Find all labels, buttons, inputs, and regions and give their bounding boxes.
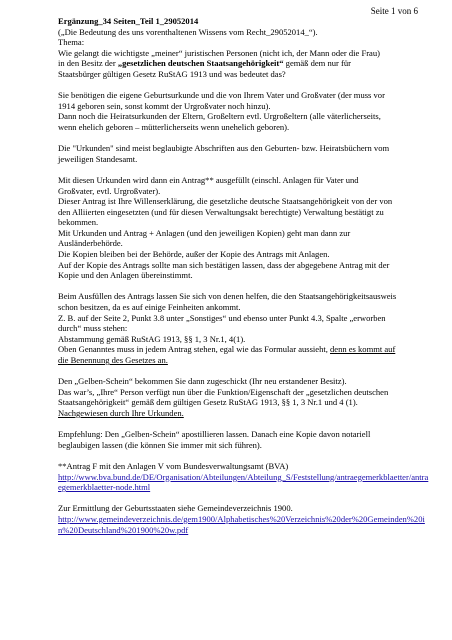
- text-line: Kopie und den Anlagen übereinstimmt.: [58, 270, 193, 281]
- text-line: Mit Urkunden und Antrag + Anlagen (und den jeweiligen Kopien) geht man dann zur: [58, 227, 351, 238]
- underlined-text: die Benennung des Gesetzes an.: [58, 355, 168, 365]
- paragraph-antrag: [58, 175, 432, 281]
- text-line: Sie benötigen die eigene Geburtsurkunde und die von Ihrem Vater und Großvater (der muss vor: [58, 90, 385, 101]
- text-line: jeweiligen Standesamt.: [58, 153, 138, 164]
- thema-label: Thema:: [58, 37, 85, 48]
- thema-text: in den Besitz der: [58, 58, 118, 69]
- underlined-text: denn es kommt auf: [330, 344, 396, 355]
- text-line: beglaubigen lassen (die können Sie immer mit sich führen).: [58, 439, 262, 450]
- thema-bold-text: „gesetzlichen deutschen Staatsangehörigkeit“: [117, 58, 284, 69]
- underlined-text: Nachgewiesen durch Ihre Urkunden.: [58, 407, 184, 418]
- paragraph-documents: [58, 90, 432, 132]
- text-line: durch“ muss stehen:: [58, 323, 128, 334]
- text-line: wenn ehelich geboren – mütterlicherseits wenn unehelich geboren).: [58, 121, 290, 132]
- paragraph-bva: [58, 461, 432, 493]
- text-line: Mit diesen Urkunden wird dann ein Antrag** ausgefüllt (einschl. Anlagen für Vater und: [58, 174, 359, 185]
- bva-link[interactable]: http://www.bva.bund.de/DE/Organisation/Abteilungen/Abteilung_S/Feststellung/antraegemerkblaetter/antraegemerkblaetter-node.html: [58, 471, 429, 493]
- text-line: [58, 344, 432, 355]
- text-line: Empfehlung: Den „Gelben-Schein“ apostillieren lassen. Danach eine Kopie davon notariell: [58, 429, 371, 440]
- page-number: Seite 1 von 6: [370, 6, 418, 16]
- text-line: 1914 geboren sein, sonst kommt der Urgroßvater noch hinzu).: [58, 100, 271, 111]
- text-line: den Alliierten eingesetzten (und für diesen Verwaltungsakt berechtigte) Verwaltung bestätigt zu: [58, 206, 384, 217]
- document-subtitle: („Die Bedeutung des uns vorenthaltenen Wissens vom Recht_29052014_“).: [58, 26, 318, 37]
- paragraph-gelber-schein: [58, 376, 432, 418]
- text-line: Großvater, evtl. Urgroßvater).: [58, 185, 161, 196]
- text-line: Den „Gelben-Schein“ bekommen Sie dann zugeschickt (Ihr neu erstandener Besitz).: [58, 376, 347, 387]
- text: Oben Genanntes muss in jedem Antrag stehen, egal wie das Formular aussieht,: [58, 344, 331, 355]
- thema-line: Staatsbürger gültigen Gesetz RuStAG 1913 und was bedeutet das?: [58, 68, 286, 79]
- text-line: Die Kopien bleiben bei der Behörde, außer der Kopie des Antrags mit Anlagen.: [58, 249, 330, 260]
- paragraph-urkunden: [58, 143, 432, 164]
- thema-text: gemäß dem nur für: [283, 58, 351, 69]
- text-line: Zur Ermittlung der Geburtsstaaten siehe Gemeindeverzeichnis 1900.: [58, 503, 293, 514]
- paragraph-empfehlung: [58, 429, 432, 450]
- document-body: [58, 16, 432, 535]
- text-line: Z. B. auf der Seite 2, Punkt 3.8 unter „Sonstiges“ und ebenso unter Punkt 4.3, Spalte „erworben: [58, 312, 386, 323]
- text-line: Ausländerbehörde.: [58, 238, 123, 249]
- text-line: bekommen.: [58, 217, 99, 228]
- text-line: Abstammung gemäß RuStAG 1913, §§ 1, 3 Nr.1, 4(1).: [58, 333, 246, 344]
- text-line: Auf der Kopie des Antrags sollte man sich bestätigen lassen, dass der abgegebene Antrag mit der: [58, 259, 390, 270]
- header-block: [58, 16, 432, 80]
- gemeindeverzeichnis-link[interactable]: http://www.gemeindeverzeichnis.de/gem1900/Alphabetisches%20Verzeichnis%20der%20Gemeinden%20in%20Deutschland%201900%20w.pdf: [58, 513, 425, 535]
- text-line: Das war’s, „Ihre“ Person verfügt nun über die Funktion/Eigenschaft der „gesetzlichen deutschen: [58, 386, 389, 397]
- text-line: Dann noch die Heiratsurkunden der Eltern, Großeltern evtl. Urgroßeltern (alle väterlicherseits,: [58, 111, 381, 122]
- thema-line: [58, 58, 432, 69]
- text-line: Die "Urkunden" sind meist beglaubigte Abschriften aus den Geburten- bzw. Heiratsbüchern vom: [58, 143, 390, 154]
- text-line: **Antrag F mit den Anlagen V vom Bundesverwaltungsamt (BVA): [58, 460, 289, 471]
- text-line: Beim Ausfüllen des Antrags lassen Sie sich von denen helfen, die den Staatsangehörigkeitsausweis: [58, 291, 397, 302]
- paragraph-gemeindeverzeichnis: [58, 503, 432, 535]
- thema-line: Wie gelangt die wichtigste „meiner“ juristischen Personen (nicht ich, der Mann oder die Frau): [58, 47, 380, 58]
- text-line: Staatsangehörigkeit“ gemäß dem gültigen Gesetz RuStAG 1913, §§ 1, 3 Nr.1 und 4 (1).: [58, 397, 358, 408]
- text-line: schon besitzen, da es auf einige Feinheiten ankommt.: [58, 302, 241, 313]
- text-line: Dieser Antrag ist Ihre Willenserklärung, die gesetzliche deutsche Staatsangehörigkeit von der von: [58, 196, 393, 207]
- document-title: Ergänzung_34 Seiten_Teil 1_29052014: [58, 16, 199, 26]
- paragraph-ausfuellen: [58, 291, 432, 365]
